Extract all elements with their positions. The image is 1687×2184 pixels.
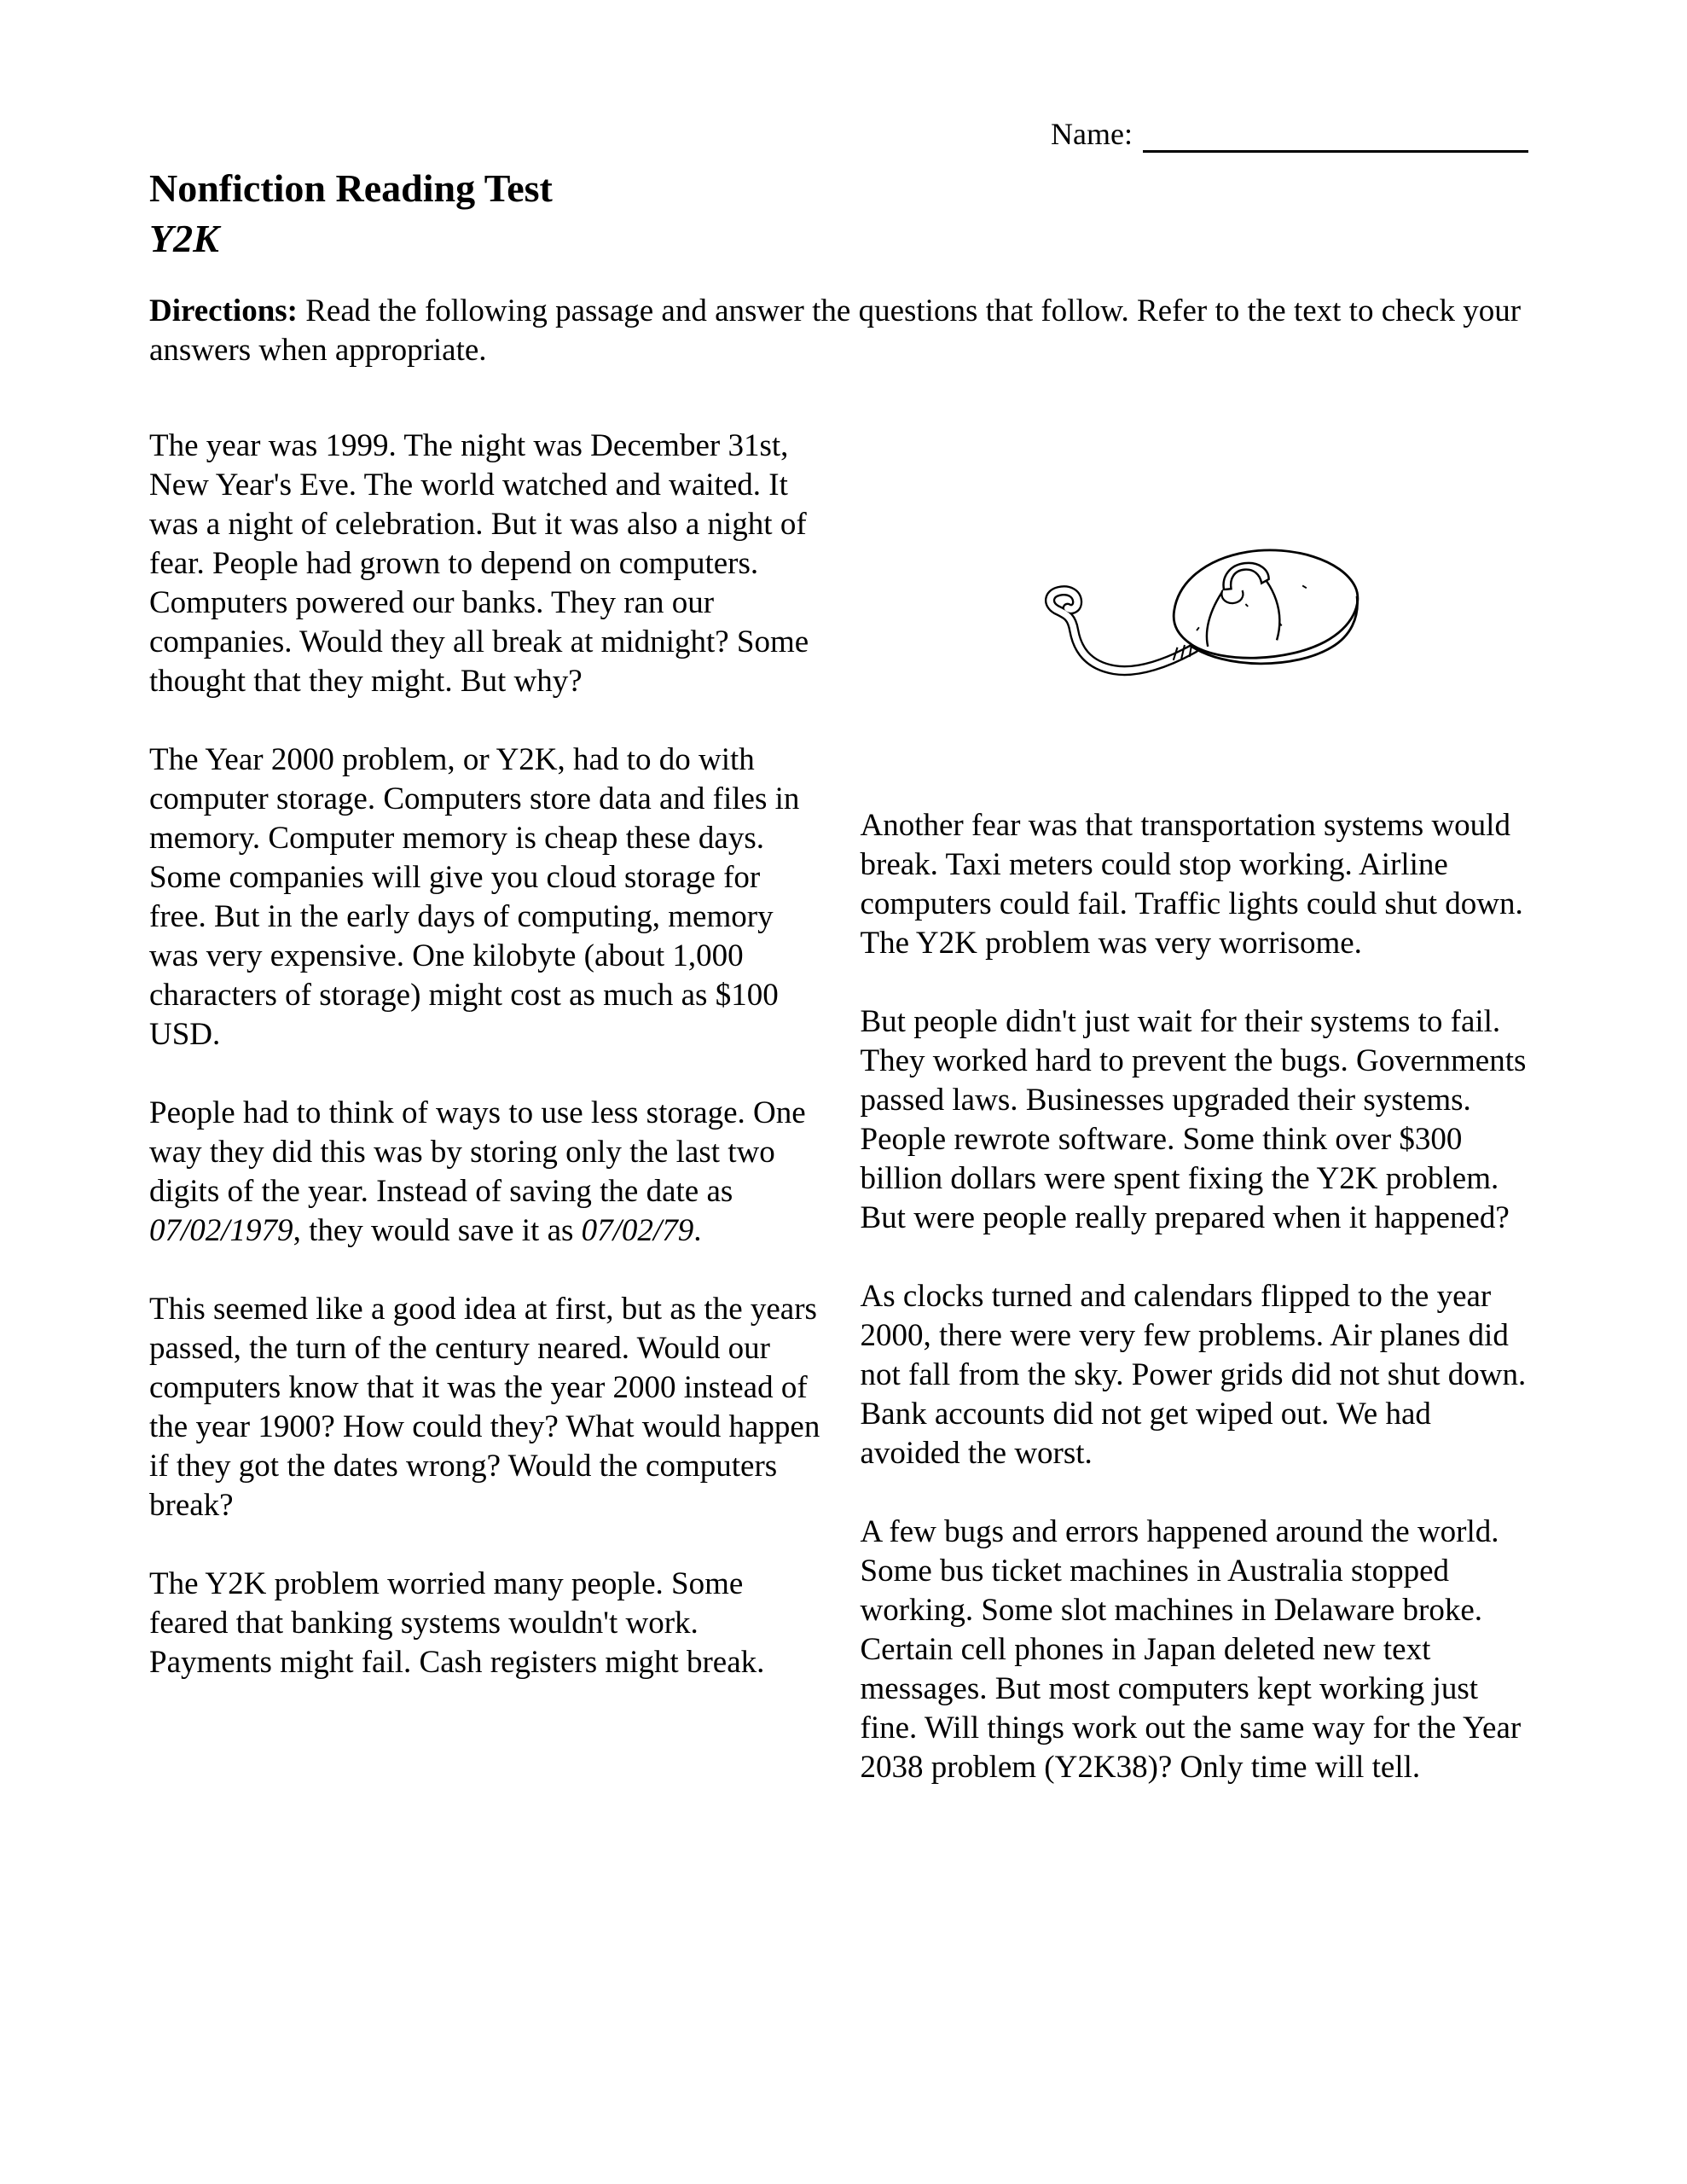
- paragraph-segment: , they would save it as: [293, 1212, 582, 1248]
- directions-label: Directions:: [149, 293, 298, 328]
- passage-paragraph: [149, 427, 825, 701]
- passage-paragraph: [861, 1277, 1536, 1473]
- paragraph-segment: The year was 1999. The night was December 31st, New Year's Eve. The world watched and waited. It was a night of celebration. But it was also a night of fear. People had grown to depend on computers. Computers powered our banks. They ran our companies. Would they all break at midnight? Some thought that they might. But why?: [149, 427, 809, 699]
- passage-paragraph: [861, 806, 1536, 963]
- passage-columns: [149, 427, 1535, 1827]
- name-blank-line: [1143, 118, 1528, 153]
- passage-paragraph: [149, 741, 825, 1054]
- page-subtitle: Y2K: [149, 217, 219, 261]
- paragraph-segment: 07/02/1979: [149, 1212, 293, 1248]
- passage-left-column: [149, 427, 825, 1827]
- paragraph-segment: The Y2K problem worried many people. Some feared that banking systems wouldn't work. Payments might fail. Cash registers might break.: [149, 1565, 765, 1680]
- paragraph-segment: A few bugs and errors happened around the world. Some bus ticket machines in Australia stopped working. Some slot machines in Delaware broke. Certain cell phones in Japan deleted new text messages. But most computers kept working just fine. Will things work out the same way for the Year 2038 problem (Y2K38)? Only time will tell.: [860, 1513, 1522, 1785]
- computer-mouse-icon: [997, 508, 1398, 701]
- passage-paragraph: [149, 1565, 825, 1682]
- paragraph-segment: People had to think of ways to use less storage. One way they did this was by storing only the last two digits of the year. Instead of saving the date as: [149, 1095, 806, 1209]
- paragraph-segment: As clocks turned and calendars flipped to the year 2000, there were very few problems. Air planes did not fall from the sky. Power grids did not shut down. Bank accounts did not get wiped out. We had avoided the worst.: [860, 1278, 1527, 1471]
- passage-paragraph: [149, 1290, 825, 1525]
- name-row: [0, 0, 1687, 153]
- paragraph-segment: 07/02/79: [581, 1212, 694, 1248]
- passage-right-column: [861, 427, 1536, 1827]
- passage-paragraph: [861, 1513, 1536, 1787]
- passage-paragraph: [149, 1094, 825, 1251]
- paragraph-segment: .: [693, 1212, 702, 1248]
- computer-mouse-illustration: [997, 508, 1398, 706]
- passage-paragraph: [861, 1002, 1536, 1238]
- passage-right-paragraphs: [861, 806, 1536, 1787]
- paragraph-segment: This seemed like a good idea at first, but as the years passed, the turn of the century neared. Would our computers know that it was the year 2000 instead of the year 1900? How could they? What would happen if they got the dates wrong? Would the computers break?: [149, 1291, 820, 1523]
- page-title: Nonfiction Reading Test: [149, 166, 553, 211]
- directions: [149, 292, 1535, 371]
- directions-text: Read the following passage and answer the questions that follow. Refer to the text to check your answers when appropriate.: [149, 293, 1522, 369]
- paragraph-segment: Another fear was that transportation systems would break. Taxi meters could stop working. Airline computers could fail. Traffic lights could shut down. The Y2K problem was very worrisome.: [860, 807, 1523, 961]
- name-label: Name:: [1051, 117, 1133, 151]
- paragraph-segment: The Year 2000 problem, or Y2K, had to do with computer storage. Computers store data and files in memory. Computer memory is cheap these days. Some companies will give you cloud storage for free. But in the early days of computing, memory was very expensive. One kilobyte (about 1,000 characters of storage) might cost as much as $100 USD.: [149, 741, 800, 1052]
- paragraph-segment: But people didn't just wait for their systems to fail. They worked hard to prevent the bugs. Governments passed laws. Businesses upgraded their systems. People rewrote software. Some think over $300 billion dollars were spent fixing the Y2K problem. But were people really prepared when it happened?: [860, 1003, 1527, 1235]
